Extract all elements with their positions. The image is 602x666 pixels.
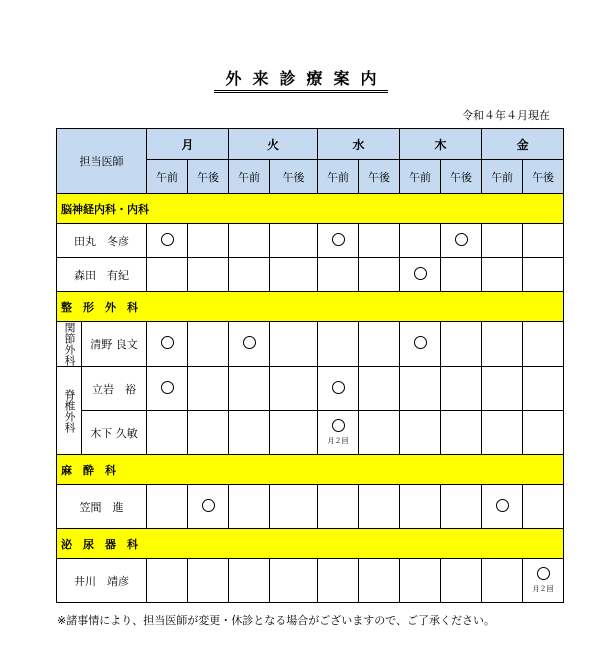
wed-pm: 午後 bbox=[359, 160, 400, 194]
day-wed: 水 bbox=[318, 129, 400, 160]
tue-am: 午前 bbox=[229, 160, 270, 194]
schedule-cell bbox=[400, 224, 441, 258]
schedule-cell bbox=[270, 258, 318, 292]
day-thu: 木 bbox=[400, 129, 482, 160]
doctor-name: 立岩 裕 bbox=[82, 367, 147, 411]
schedule-cell bbox=[482, 485, 523, 529]
schedule-cell bbox=[482, 224, 523, 258]
schedule-cell bbox=[441, 485, 482, 529]
schedule-cell bbox=[270, 322, 318, 367]
fri-am: 午前 bbox=[482, 160, 523, 194]
available-mark bbox=[537, 567, 550, 580]
doctor-header: 担当医師 bbox=[57, 129, 147, 194]
schedule-cell bbox=[400, 485, 441, 529]
schedule-cell bbox=[318, 559, 359, 603]
schedule-cell bbox=[318, 367, 359, 411]
doctor-name: 笠間 進 bbox=[57, 485, 147, 529]
schedule-cell bbox=[188, 411, 229, 455]
doctor-name: 田丸 冬彦 bbox=[57, 224, 147, 258]
schedule-cell bbox=[441, 322, 482, 367]
subgroup-spine: 脊椎外科 bbox=[57, 367, 82, 455]
schedule-cell bbox=[359, 258, 400, 292]
thu-pm: 午後 bbox=[441, 160, 482, 194]
schedule-cell bbox=[147, 322, 188, 367]
schedule-cell bbox=[270, 367, 318, 411]
schedule-cell bbox=[188, 224, 229, 258]
doctor-name: 森田 有紀 bbox=[57, 258, 147, 292]
available-mark bbox=[332, 419, 345, 432]
section-ortho: 整 形 外 科 bbox=[57, 292, 564, 322]
schedule-cell bbox=[523, 559, 564, 603]
schedule-cell bbox=[147, 411, 188, 455]
available-mark bbox=[414, 336, 427, 349]
schedule-cell bbox=[229, 322, 270, 367]
schedule-cell bbox=[359, 559, 400, 603]
available-mark bbox=[161, 233, 174, 246]
schedule-cell bbox=[318, 224, 359, 258]
available-mark bbox=[243, 336, 256, 349]
schedule-cell bbox=[523, 258, 564, 292]
schedule-cell bbox=[318, 411, 359, 455]
schedule-cell bbox=[229, 224, 270, 258]
available-mark bbox=[202, 499, 215, 512]
schedule-cell bbox=[482, 367, 523, 411]
wed-am: 午前 bbox=[318, 160, 359, 194]
available-mark bbox=[455, 233, 468, 246]
schedule-cell bbox=[359, 224, 400, 258]
schedule-cell bbox=[188, 258, 229, 292]
schedule-cell bbox=[400, 411, 441, 455]
schedule-cell bbox=[188, 485, 229, 529]
tue-pm: 午後 bbox=[270, 160, 318, 194]
thu-am: 午前 bbox=[400, 160, 441, 194]
doctor-name: 清野 良文 bbox=[82, 322, 147, 367]
schedule-cell bbox=[441, 559, 482, 603]
schedule-cell bbox=[523, 367, 564, 411]
schedule-cell bbox=[400, 367, 441, 411]
schedule-cell bbox=[147, 258, 188, 292]
schedule-cell bbox=[318, 258, 359, 292]
schedule-cell bbox=[270, 559, 318, 603]
schedule-cell bbox=[441, 258, 482, 292]
schedule-cell bbox=[188, 367, 229, 411]
section-neuro: 脳神経内科・内科 bbox=[57, 194, 564, 224]
schedule-cell bbox=[400, 322, 441, 367]
schedule-cell bbox=[147, 224, 188, 258]
day-tue: 火 bbox=[229, 129, 318, 160]
available-mark bbox=[161, 336, 174, 349]
as-of-date: 令和４年４月現在 bbox=[462, 109, 550, 122]
schedule-cell bbox=[523, 322, 564, 367]
schedule-cell bbox=[270, 411, 318, 455]
schedule-cell bbox=[229, 559, 270, 603]
biweekly-note: 月２回 bbox=[327, 437, 349, 445]
schedule-cell bbox=[318, 322, 359, 367]
subgroup-joint: 関節外科 bbox=[57, 322, 82, 367]
section-uro: 泌 尿 器 科 bbox=[57, 529, 564, 559]
available-mark bbox=[414, 267, 427, 280]
schedule-cell bbox=[441, 224, 482, 258]
day-mon: 月 bbox=[147, 129, 229, 160]
schedule-cell bbox=[147, 485, 188, 529]
doctor-name: 木下 久敏 bbox=[82, 411, 147, 455]
schedule-cell bbox=[523, 411, 564, 455]
biweekly-note: 月２回 bbox=[532, 585, 554, 593]
available-mark bbox=[332, 233, 345, 246]
schedule-cell bbox=[147, 367, 188, 411]
footer-note: ※諸事情により、担当医師が変更・休診となる場合がございますので、ご了承ください。 bbox=[57, 614, 495, 627]
schedule-cell bbox=[359, 367, 400, 411]
schedule-cell bbox=[270, 224, 318, 258]
schedule-table bbox=[56, 128, 564, 603]
schedule-cell bbox=[482, 411, 523, 455]
schedule-cell bbox=[229, 258, 270, 292]
schedule-cell bbox=[188, 322, 229, 367]
fri-pm: 午後 bbox=[523, 160, 564, 194]
available-mark bbox=[332, 381, 345, 394]
schedule-cell bbox=[359, 485, 400, 529]
schedule-cell bbox=[229, 367, 270, 411]
schedule-cell bbox=[147, 559, 188, 603]
day-fri: 金 bbox=[482, 129, 564, 160]
schedule-cell bbox=[482, 559, 523, 603]
schedule-cell bbox=[400, 559, 441, 603]
mon-pm: 午後 bbox=[188, 160, 229, 194]
doctor-name: 井川 靖彦 bbox=[57, 559, 147, 603]
schedule-cell bbox=[229, 411, 270, 455]
schedule-cell bbox=[270, 485, 318, 529]
schedule-cell bbox=[359, 411, 400, 455]
available-mark bbox=[161, 381, 174, 394]
section-anes: 麻 酔 科 bbox=[57, 455, 564, 485]
schedule-cell bbox=[229, 485, 270, 529]
schedule-cell bbox=[482, 258, 523, 292]
page-title: 外来診療案内 bbox=[0, 66, 602, 89]
schedule-cell bbox=[523, 224, 564, 258]
schedule-cell bbox=[318, 485, 359, 529]
schedule-cell bbox=[400, 258, 441, 292]
available-mark bbox=[496, 499, 509, 512]
schedule-cell bbox=[188, 559, 229, 603]
schedule-cell bbox=[523, 485, 564, 529]
schedule-cell bbox=[359, 322, 400, 367]
schedule-cell bbox=[441, 411, 482, 455]
schedule-cell bbox=[482, 322, 523, 367]
mon-am: 午前 bbox=[147, 160, 188, 194]
schedule-cell bbox=[441, 367, 482, 411]
